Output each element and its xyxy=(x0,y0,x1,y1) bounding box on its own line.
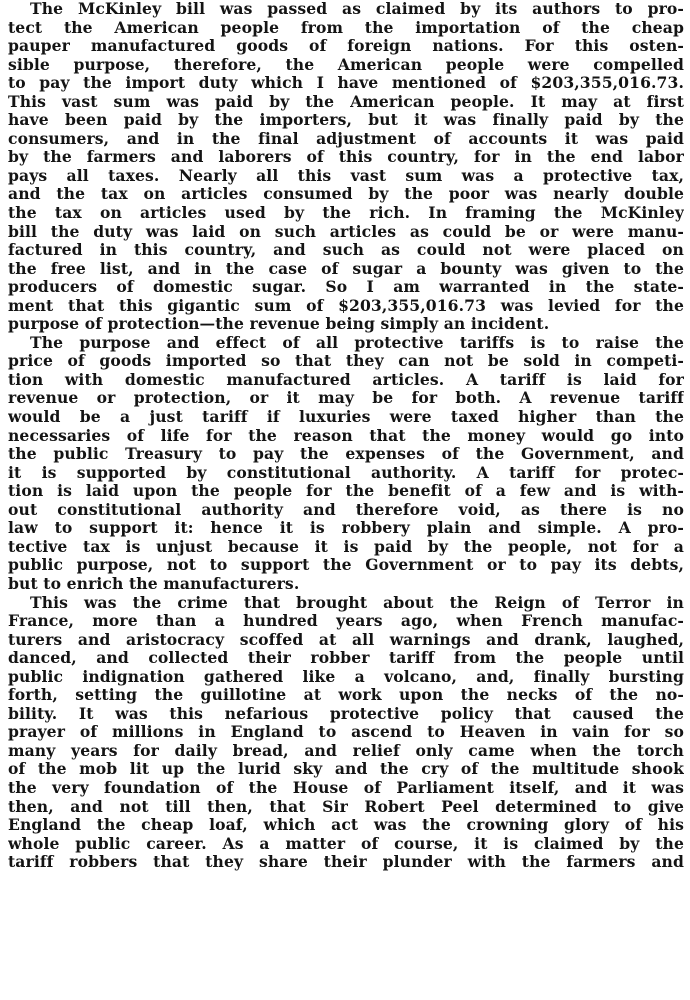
text-line: ment that this gigantic sum of $203,355,016.73 was levied for the xyxy=(8,295,684,315)
text-line: revenue or protection, or it may be for both. A revenue tariff xyxy=(8,388,684,408)
paragraph-protective-tariffs xyxy=(8,334,684,594)
text-line: producers of domestic sugar. So I am warranted in the state- xyxy=(8,277,684,297)
text-line: would be a just tariff if luxuries were taxed higher than the xyxy=(8,407,684,427)
text-line: to pay the import duty which I have mentioned of $203,355,016.73. xyxy=(8,73,684,93)
text-line: prayer of millions in England to ascend to Heaven in vain for so xyxy=(8,722,684,742)
text-line: England the cheap loaf, which act was the crowning glory of his xyxy=(8,815,684,835)
text-line: tect the American people from the importation of the cheap xyxy=(8,17,684,37)
text-line: The purpose and effect of all protective tariffs is to raise the xyxy=(30,332,684,352)
text-line: out constitutional authority and therefore void, as there is no xyxy=(8,499,684,519)
paragraph-mckinley-bill xyxy=(8,0,684,334)
text-line: turers and aristocracy scoffed at all warnings and drank, laughed, xyxy=(8,629,684,649)
newspaper-column xyxy=(8,0,684,1000)
text-line: the tax on articles used by the rich. In framing the McKinley xyxy=(8,203,684,223)
text-line: tion is laid upon the people for the benefit of a few and is with- xyxy=(8,481,684,501)
text-line: the public Treasury to pay the expenses of the Government, and xyxy=(8,444,684,464)
text-line: This was the crime that brought about the Reign of Terror in xyxy=(30,592,684,612)
text-line: pays all taxes. Nearly all this vast sum was a protective tax, xyxy=(8,165,684,185)
paragraph-reign-of-terror xyxy=(8,594,684,872)
text-line: then, and not till then, that Sir Robert Peel determined to give xyxy=(8,796,684,816)
text-line: have been paid by the importers, but it was finally paid by the xyxy=(8,110,684,130)
text-line: This vast sum was paid by the American people. It may at first xyxy=(8,91,684,111)
text-line: law to support it: hence it is robbery plain and simple. A pro- xyxy=(8,518,684,538)
text-line: danced, and collected their robber tariff from the people until xyxy=(8,648,684,668)
text-line: many years for daily bread, and relief only came when the torch xyxy=(8,740,684,760)
text-line: necessaries of life for the reason that the money would go into xyxy=(8,425,684,445)
text-line: sible purpose, therefore, the American people were compelled xyxy=(8,54,684,74)
text-line: of the mob lit up the lurid sky and the cry of the multitude shook xyxy=(8,759,684,779)
text-line: factured in this country, and such as could not were placed on xyxy=(8,240,684,260)
text-line: public purpose, not to support the Government or to pay its debts, xyxy=(8,555,684,575)
text-line: purpose of protection—the revenue being simply an incident. xyxy=(8,314,550,334)
text-line: by the farmers and laborers of this country, for in the end labor xyxy=(8,147,684,167)
text-line: tariff robbers that they share their plunder with the farmers and xyxy=(8,852,684,872)
text-line: The McKinley bill was passed as claimed by its authors to pro- xyxy=(30,0,684,18)
text-line: and the tax on articles consumed by the poor was nearly double xyxy=(8,184,684,204)
text-line: France, more than a hundred years ago, when French manufac- xyxy=(8,611,684,631)
text-line: whole public career. As a matter of course, it is claimed by the xyxy=(8,833,684,853)
text-line: consumers, and in the final adjustment of accounts it was paid xyxy=(8,128,684,148)
text-line: bility. It was this nefarious protective policy that caused the xyxy=(8,703,684,723)
text-line: it is supported by constitutional authority. A tariff for protec- xyxy=(8,462,684,482)
text-line: the free list, and in the case of sugar a bounty was given to the xyxy=(8,258,684,278)
text-line: but to enrich the manufacturers. xyxy=(8,573,300,593)
text-line: public indignation gathered like a volcano, and, finally bursting xyxy=(8,666,684,686)
text-line: tion with domestic manufactured articles. A tariff is laid for xyxy=(8,369,684,389)
text-line: tective tax is unjust because it is paid by the people, not for a xyxy=(8,536,684,556)
text-line: the very foundation of the House of Parliament itself, and it was xyxy=(8,777,684,797)
text-line: price of goods imported so that they can not be sold in competi- xyxy=(8,351,684,371)
text-line: pauper manufactured goods of foreign nations. For this osten- xyxy=(8,36,684,56)
text-line: bill the duty was laid on such articles as could be or were manu- xyxy=(8,221,684,241)
text-line: forth, setting the guillotine at work upon the necks of the no- xyxy=(8,685,684,705)
